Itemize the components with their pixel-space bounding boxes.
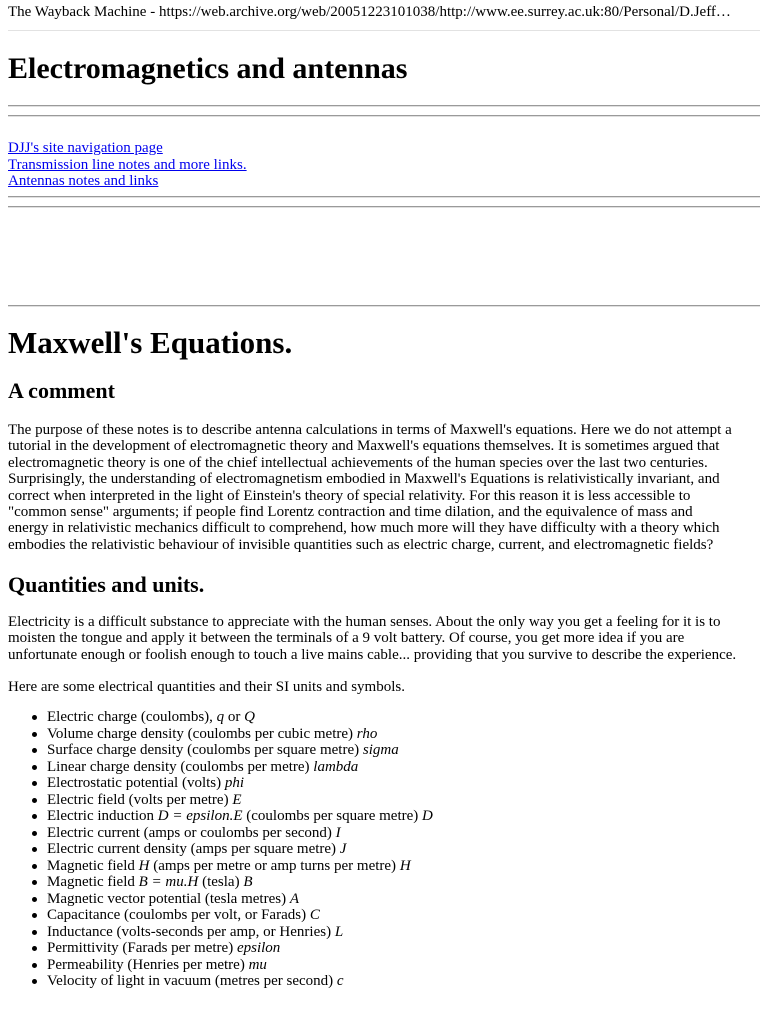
link-site-navigation[interactable]: DJJ's site navigation page [8, 140, 163, 156]
list-item: Electrostatic potential (volts) phi [8, 775, 433, 792]
link-antennas-notes[interactable]: Antennas notes and links [8, 173, 159, 189]
horizontal-rule [8, 105, 760, 107]
list-item: Velocity of light in vacuum (metres per second) c [8, 973, 433, 990]
list-item: Inductance (volts-seconds per amp, or Henries) L [8, 924, 433, 941]
nav-links [8, 140, 247, 190]
page-title: Electromagnetics and antennas [8, 52, 408, 85]
horizontal-rule [8, 305, 760, 307]
list-item: Magnetic field B = mu.H (tesla) B [8, 874, 433, 891]
wayback-divider [8, 30, 760, 31]
quantities-list [8, 709, 433, 990]
list-item: Electric charge (coulombs), q or Q [8, 709, 433, 726]
paragraph-line: "common sense" arguments; if people find Lorentz contraction and time dilation, and the equivalence of mass and [8, 504, 693, 521]
paragraph-line: tutorial in the development of electromagnetic theory and Maxwell's equations themselves. It is sometimes argued that [8, 438, 720, 455]
paragraph-line: correct when interpreted in the light of Einstein's theory of special relativity. For this reason it is less accessible to [8, 487, 691, 504]
list-item: Magnetic field H (amps per metre or amp turns per metre) H [8, 858, 433, 875]
list-item: Surface charge density (coulombs per square metre) sigma [8, 742, 433, 759]
list-item: Linear charge density (coulombs per metre) lambda [8, 759, 433, 776]
paragraph-line: moisten the tongue and apply it between the terminals of a 9 volt battery. Of course, you get more idea if you are [8, 630, 685, 647]
comment-heading: A comment [8, 378, 115, 403]
section-title: Maxwell's Equations. [8, 325, 293, 360]
horizontal-rule [8, 206, 760, 208]
wayback-header: The Wayback Machine - https://web.archive.org/web/20051223101038/http://www.ee.surrey.ac.uk:80/Personal/D.Jeff… [8, 4, 731, 20]
list-item: Electric current (amps or coulombs per second) I [8, 825, 433, 842]
quantities-intro: Here are some electrical quantities and their SI units and symbols. [8, 679, 405, 695]
list-item: Permittivity (Farads per metre) epsilon [8, 940, 433, 957]
horizontal-rule [8, 115, 760, 117]
list-item: Electric current density (amps per square metre) J [8, 841, 433, 858]
comment-paragraph [8, 422, 764, 553]
paragraph-line: Surprisingly, the understanding of electromagnetism embodied in Maxwell's Equations is relativistically invariant, and [8, 471, 720, 488]
paragraph-line: Electricity is a difficult substance to appreciate with the human senses. About the only way you get a feeling for it is to [8, 614, 721, 630]
quantities-paragraph [8, 614, 764, 663]
list-item: Capacitance (coulombs per volt, or Farads) C [8, 907, 433, 924]
list-item: Electric induction D = epsilon.E (coulombs per square metre) D [8, 808, 433, 825]
quantities-heading: Quantities and units. [8, 572, 205, 597]
paragraph-line: embodies the relativistic behaviour of invisible quantities such as electric charge, current, and electromagnetic fields? [8, 536, 714, 553]
paragraph-line: energy in relativistic mechanics difficult to comprehend, how much more will they have difficulty with a theory which [8, 520, 720, 537]
list-item: Permeability (Henries per metre) mu [8, 957, 433, 974]
list-item: Electric field (volts per metre) E [8, 792, 433, 809]
list-item: Volume charge density (coulombs per cubic metre) rho [8, 726, 433, 743]
list-item: Magnetic vector potential (tesla metres) A [8, 891, 433, 908]
horizontal-rule [8, 196, 760, 198]
paragraph-line: unfortunate enough or foolish enough to touch a live mains cable... providing that you survive to describe the experience. [8, 646, 737, 663]
paragraph-line: electromagnetic theory is one of the chief intellectual achievements of the human species over the last two centuries. [8, 454, 708, 471]
link-transmission-line-notes[interactable]: Transmission line notes and more links. [8, 156, 247, 173]
paragraph-line: The purpose of these notes is to describe antenna calculations in terms of Maxwell's equations. Here we do not attempt a [8, 422, 732, 438]
